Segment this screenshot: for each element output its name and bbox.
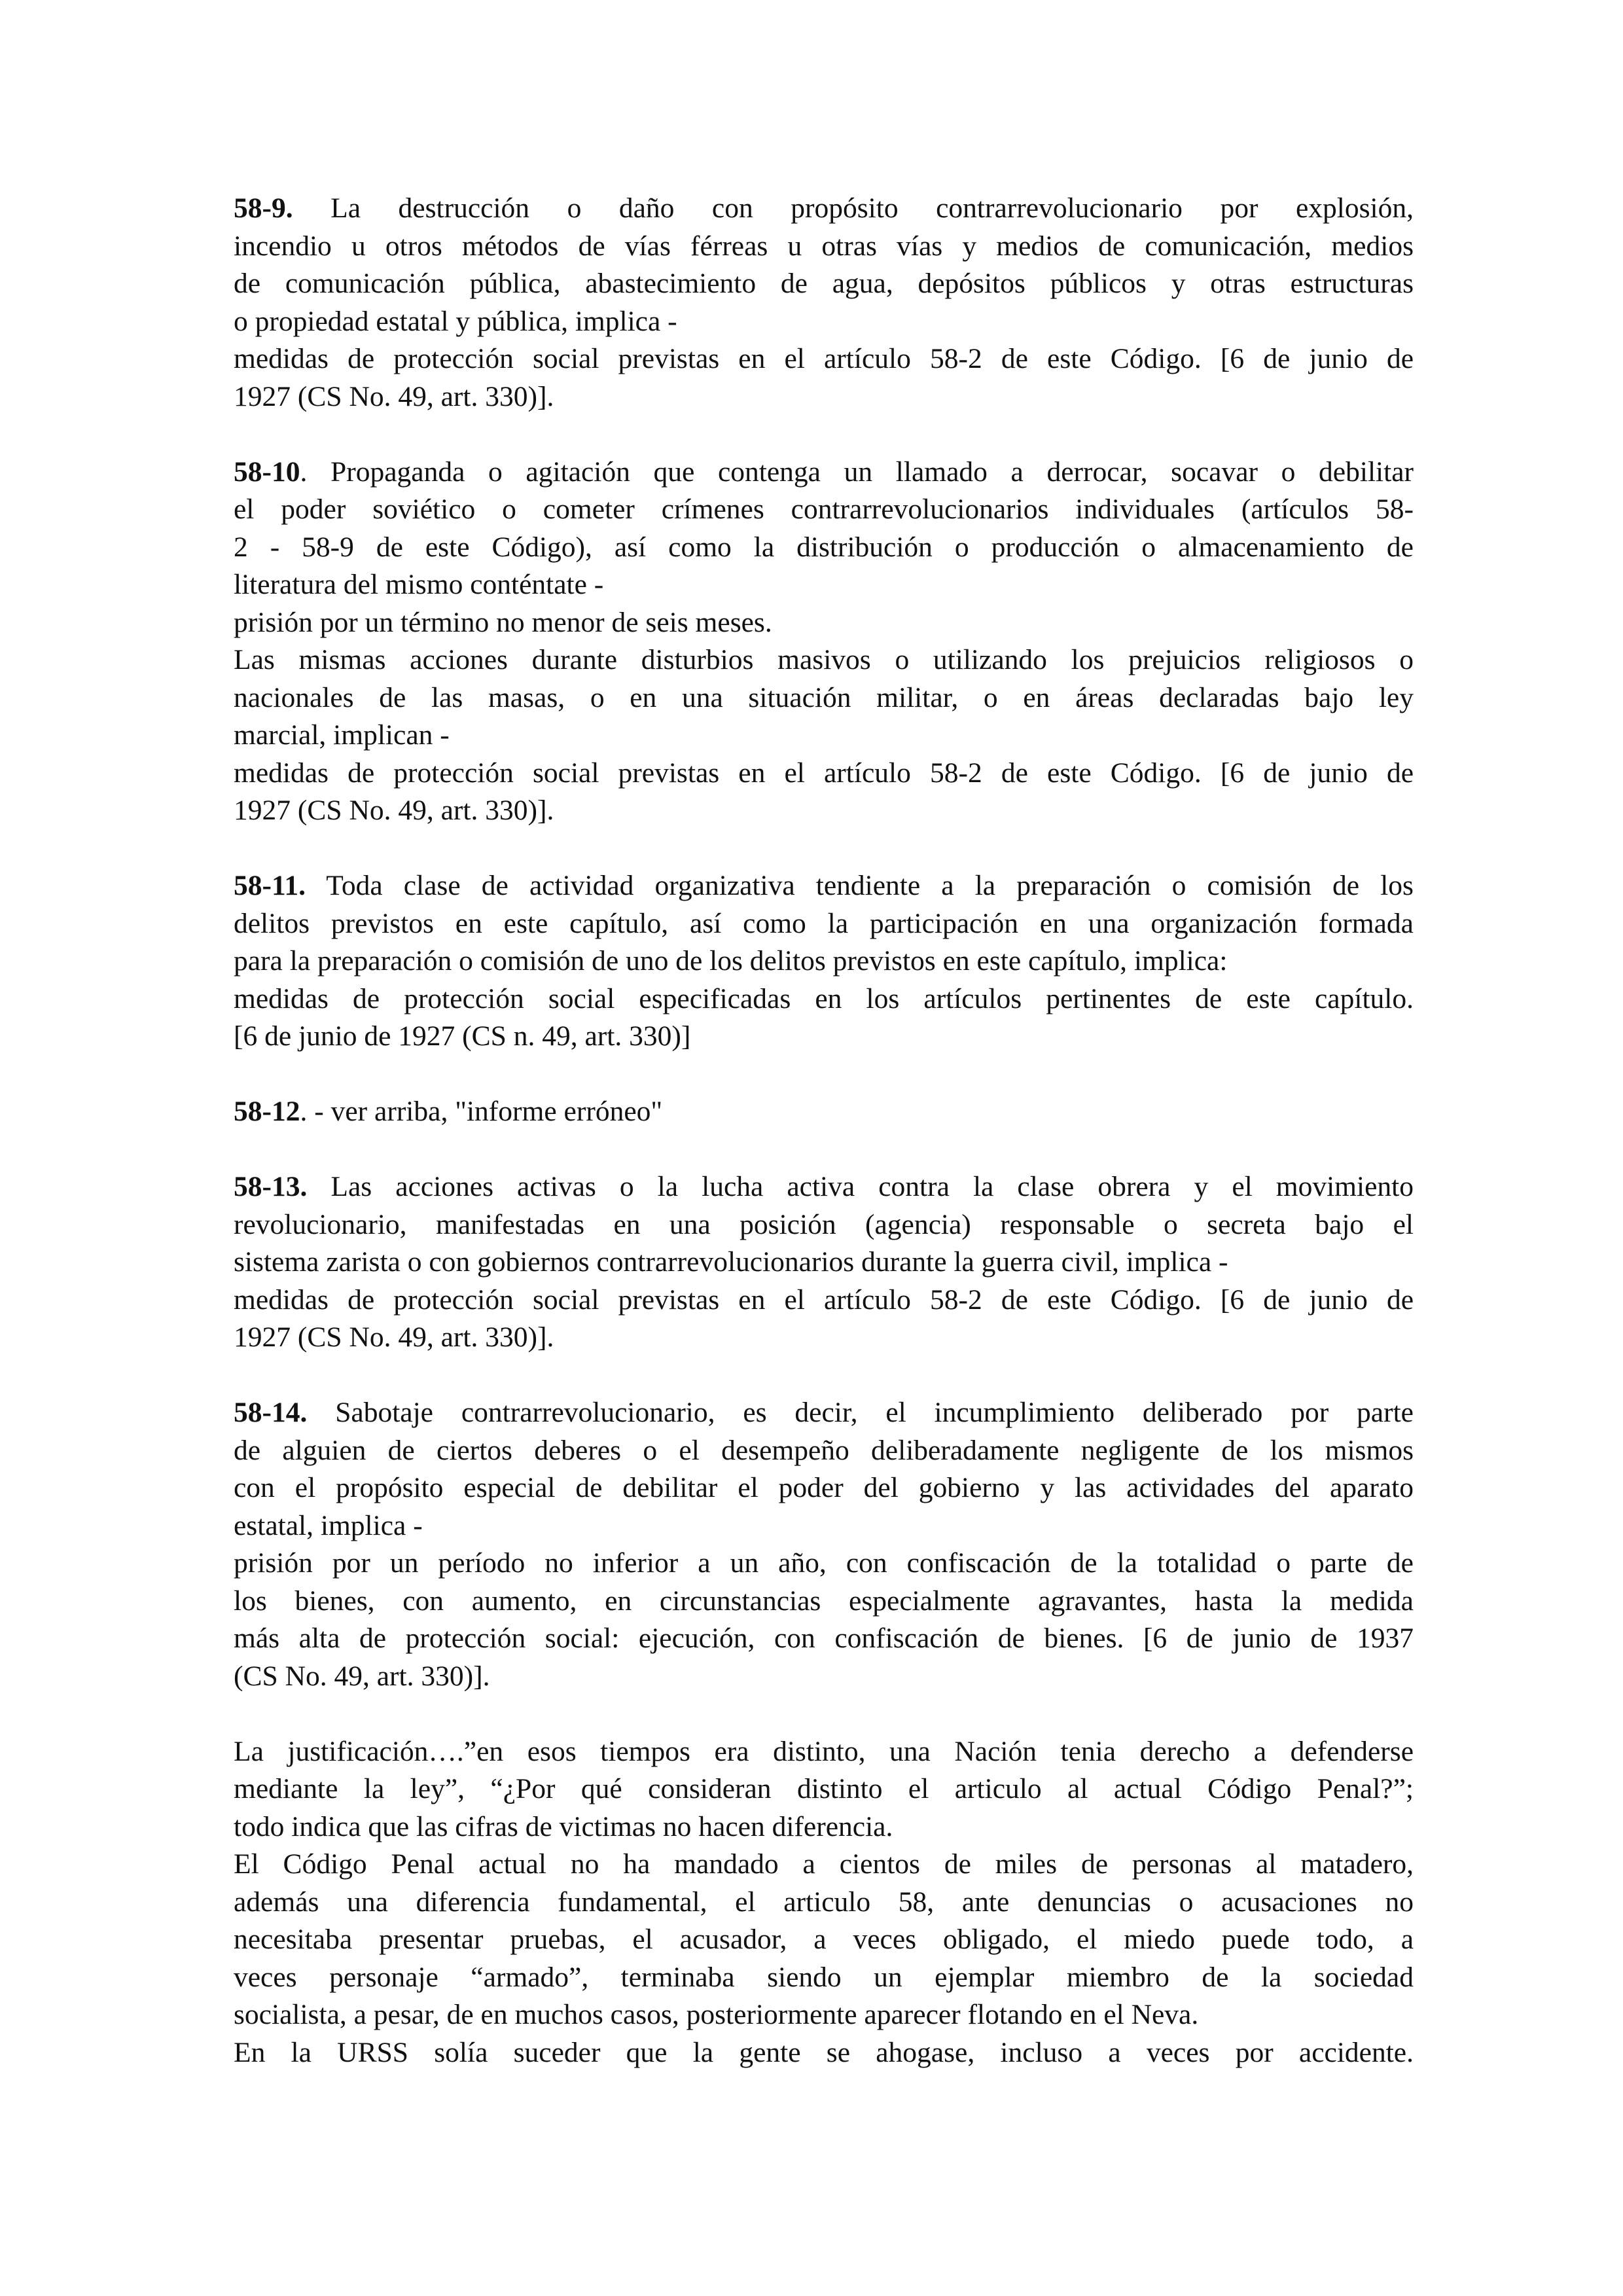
article-line: 2 - 58-9 de este Código), así como la distribución o producción o almacenamiento de xyxy=(234,531,1414,563)
article-line: delitos previstos en este capítulo, así como la participación en una organización formada xyxy=(234,907,1414,939)
article-line: prisión por un término no menor de seis meses. xyxy=(234,606,772,638)
article-line: 58-13. Las acciones activas o la lucha activa contra la clase obrera y el movimiento xyxy=(234,1171,1414,1202)
article-number: 58-13. xyxy=(234,1171,308,1202)
article-line: incendio u otros métodos de vías férreas u otras vías y medios de comunicación, medios xyxy=(234,230,1414,262)
article-number: 58-9. xyxy=(234,192,293,224)
commentary-line: El Código Penal actual no ha mandado a cientos de miles de personas al matadero, xyxy=(234,1848,1414,1880)
commentary-line: además una diferencia fundamental, el articulo 58, ante denuncias o acusaciones no xyxy=(234,1886,1414,1918)
penalty-line: medidas de protección social especificadas en los artículos pertinentes de este capítulo. xyxy=(234,982,1414,1014)
article-line: 58-14. Sabotaje contrarrevolucionario, es decir, el incumplimiento deliberado por parte xyxy=(234,1397,1414,1428)
article-line: 58-9. La destrucción o daño con propósito contrarrevolucionario por explosión, xyxy=(234,192,1414,224)
article-line: marcial, implican - xyxy=(234,719,450,751)
article-number: 58-11. xyxy=(234,870,306,901)
penalty-line: 1927 (CS No. 49, art. 330)]. xyxy=(234,1321,554,1353)
article-number: 58-14. xyxy=(234,1397,308,1428)
article-line: Las mismas acciones durante disturbios masivos o utilizando los prejuicios religiosos o xyxy=(234,644,1414,675)
article-line: 58-12. - ver arriba, "informe erróneo" xyxy=(234,1096,663,1127)
article-line: con el propósito especial de debilitar el poder del gobierno y las actividades del aparato xyxy=(234,1472,1414,1503)
article-line: nacionales de las masas, o en una situación militar, o en áreas declaradas bajo ley xyxy=(234,681,1414,713)
article-line: sistema zarista o con gobiernos contrarrevolucionarios durante la guerra civil, implica - xyxy=(234,1246,1228,1278)
penalty-line: [6 de junio de 1927 (CS n. 49, art. 330)] xyxy=(234,1020,691,1052)
penalty-line: medidas de protección social previstas en el artículo 58-2 de este Código. [6 de junio de xyxy=(234,1283,1414,1316)
commentary xyxy=(234,1733,1414,2072)
penalty-line: medidas de protección social previstas en el artículo 58-2 de este Código. [6 de junio de xyxy=(234,757,1414,789)
article-line: de alguien de ciertos deberes o el desempeño deliberadamente negligente de los mismos xyxy=(234,1434,1414,1466)
article-line: 58-11. Toda clase de actividad organizativa tendiente a la preparación o comisión de los xyxy=(234,870,1414,901)
article-58-11 xyxy=(234,867,1414,1056)
commentary-line: mediante la ley”, “¿Por qué consideran distinto el articulo al actual Código Penal?”; xyxy=(234,1773,1414,1804)
penalty-line: 1927 (CS No. 49, art. 330)]. xyxy=(234,795,554,826)
article-58-12 xyxy=(234,1093,1414,1131)
article-58-13 xyxy=(234,1168,1414,1357)
article-line: literatura del mismo conténtate - xyxy=(234,569,604,600)
article-58-14 xyxy=(234,1394,1414,1695)
article-line: de comunicación pública, abastecimiento de agua, depósitos públicos y otras estructuras xyxy=(234,268,1414,299)
article-line: revolucionario, manifestadas en una posición (agencia) responsable o secreta bajo el xyxy=(234,1208,1414,1240)
article-line: el poder soviético o cometer crímenes contrarrevolucionarios individuales (artículos 58- xyxy=(234,493,1414,525)
penalty-line: más alta de protección social: ejecución, con confiscación de bienes. [6 de junio de 1937 xyxy=(234,1623,1414,1654)
penalty-line: 1927 (CS No. 49, art. 330)]. xyxy=(234,380,554,412)
article-number: 58-12 xyxy=(234,1096,300,1127)
penalty-line: prisión por un período no inferior a un año, con confiscación de la totalidad o parte de xyxy=(234,1547,1414,1579)
article-line: para la preparación o comisión de uno de los delitos previstos en este capítulo, implica: xyxy=(234,945,1228,977)
article-number: 58-10 xyxy=(234,456,300,488)
commentary-line: socialista, a pesar, de en muchos casos, posteriormente aparecer flotando en el Neva. xyxy=(234,1999,1199,2030)
commentary-line: veces personaje “armado”, terminaba siendo un ejemplar miembro de la sociedad xyxy=(234,1961,1414,1993)
penalty-line: los bienes, con aumento, en circunstancias especialmente agravantes, hasta la medida xyxy=(234,1585,1414,1617)
commentary-line: necesitaba presentar pruebas, el acusador, a veces obligado, el miedo puede todo, a xyxy=(234,1924,1414,1955)
commentary-line: todo indica que las cifras de victimas no hacen diferencia. xyxy=(234,1810,893,1842)
commentary-line: La justificación….”en esos tiempos era distinto, una Nación tenia derecho a defenderse xyxy=(234,1735,1414,1767)
penalty-line: (CS No. 49, art. 330)]. xyxy=(234,1660,490,1692)
commentary-line: En la URSS solía suceder que la gente se ahogase, incluso a veces por accidente. xyxy=(234,2036,1414,2068)
penalty-line: medidas de protección social previstas en el artículo 58-2 de este Código. [6 de junio de xyxy=(234,343,1414,374)
article-line: 58-10. Propaganda o agitación que contenga un llamado a derrocar, socavar o debilitar xyxy=(234,456,1414,488)
article-58-10 xyxy=(234,454,1414,830)
article-line: o propiedad estatal y pública, implica - xyxy=(234,305,677,337)
article-58-9 xyxy=(234,190,1414,416)
article-line: estatal, implica - xyxy=(234,1509,423,1541)
